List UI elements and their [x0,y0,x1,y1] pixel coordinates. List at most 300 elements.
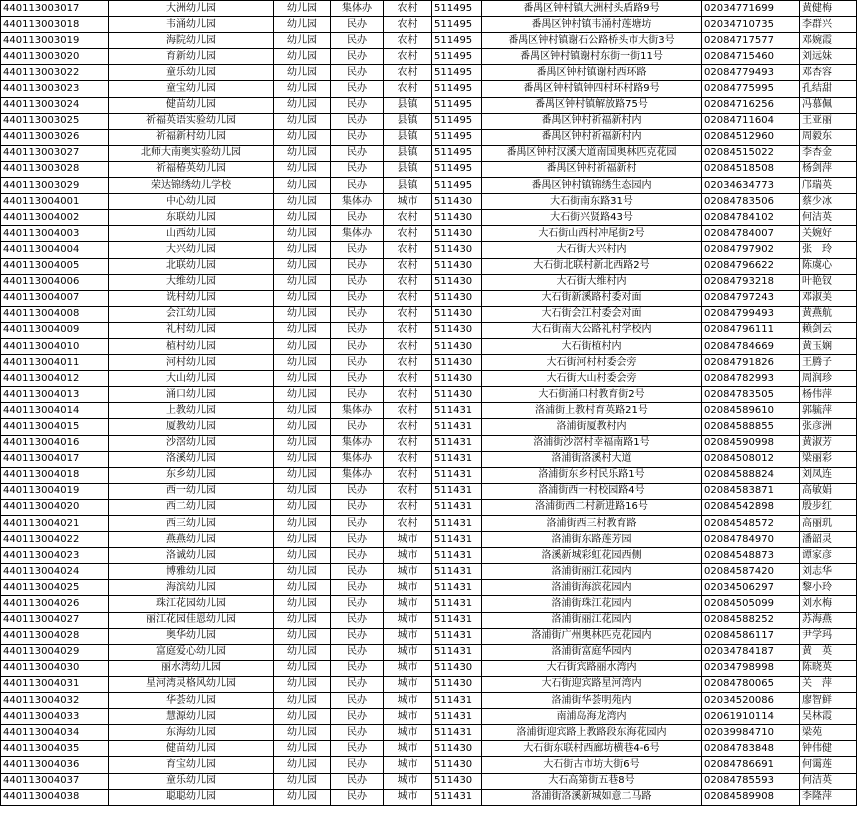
phone-cell: 02084548572 [702,516,800,532]
contact-person-cell: 谭家彦 [800,548,857,564]
address-cell: 洛浦街珠江花园内 [482,596,702,612]
phone-cell: 02034520086 [702,693,800,709]
school-type-cell: 幼儿园 [274,516,331,532]
ownership-cell: 民办 [331,81,384,97]
phone-cell: 02084715460 [702,49,800,65]
area-type-cell: 农村 [384,33,432,49]
contact-person-cell: 刘远妹 [800,49,857,65]
area-type-cell: 县镇 [384,97,432,113]
school-name-cell: 燕燕幼儿园 [109,532,274,548]
postal-code-cell: 511430 [432,773,482,789]
postal-code-cell: 511430 [432,290,482,306]
postal-code-cell: 511430 [432,741,482,757]
table-row [1,628,857,644]
school-type-cell: 幼儿园 [274,387,331,403]
ownership-cell: 民办 [331,644,384,660]
contact-person-cell: 何霭莲 [800,757,857,773]
table-row [1,97,857,113]
phone-cell: 02084796622 [702,258,800,274]
postal-code-cell: 511430 [432,660,482,676]
contact-person-cell: 廖智鲜 [800,693,857,709]
school-code-cell: 440113003028 [1,161,109,177]
ownership-cell: 民办 [331,65,384,81]
area-type-cell: 农村 [384,17,432,33]
contact-person-cell: 蔡少冰 [800,194,857,210]
school-type-cell: 幼儿园 [274,741,331,757]
phone-cell: 02084797902 [702,242,800,258]
address-cell: 洛浦街西二村新进路16号 [482,499,702,515]
school-code-cell: 440113004037 [1,773,109,789]
school-name-cell: 涌口幼儿园 [109,387,274,403]
school-type-cell: 幼儿园 [274,628,331,644]
ownership-cell: 集体办 [331,403,384,419]
area-type-cell: 城市 [384,725,432,741]
ownership-cell: 民办 [331,322,384,338]
table-row [1,499,857,515]
school-code-cell: 440113004021 [1,516,109,532]
school-name-cell: 沙滘幼儿园 [109,435,274,451]
postal-code-cell: 511431 [432,419,482,435]
school-code-cell: 440113004001 [1,194,109,210]
postal-code-cell: 511431 [432,467,482,483]
school-code-cell: 440113004007 [1,290,109,306]
ownership-cell: 民办 [331,290,384,306]
address-cell: 洛浦街上教村育英路21号 [482,403,702,419]
postal-code-cell: 511495 [432,97,482,113]
school-type-cell: 幼儿园 [274,693,331,709]
area-type-cell: 县镇 [384,129,432,145]
ownership-cell: 民办 [331,548,384,564]
phone-cell: 02084505099 [702,596,800,612]
school-name-cell: 山西幼儿园 [109,226,274,242]
school-name-cell: 祈福新村幼儿园 [109,129,274,145]
phone-cell: 02084588824 [702,467,800,483]
address-cell: 番禺区钟村祈福新村内 [482,113,702,129]
postal-code-cell: 511495 [432,178,482,194]
address-cell: 番禺区钟村镇锦绣生态园内 [482,178,702,194]
area-type-cell: 农村 [384,290,432,306]
phone-cell: 02084716256 [702,97,800,113]
contact-person-cell: 关婉好 [800,226,857,242]
postal-code-cell: 511495 [432,145,482,161]
contact-person-cell: 叶艳钗 [800,274,857,290]
school-type-cell: 幼儿园 [274,499,331,515]
address-cell: 番禺区钟村镇解放路75号 [482,97,702,113]
school-type-cell: 幼儿园 [274,290,331,306]
address-cell: 洛浦街迎宾路上教路段东海花园内 [482,725,702,741]
school-name-cell: 植村幼儿园 [109,338,274,354]
address-cell: 番禺区钟村镇大洲村头盾路9号 [482,1,702,17]
table-row [1,789,857,805]
contact-person-cell: 吴林霞 [800,709,857,725]
postal-code-cell: 511431 [432,435,482,451]
ownership-cell: 民办 [331,564,384,580]
school-name-cell: 洛诚幼儿园 [109,548,274,564]
address-cell: 番禺区钟村祈福新村内 [482,129,702,145]
area-type-cell: 城市 [384,757,432,773]
contact-person-cell: 李群兴 [800,17,857,33]
school-name-cell: 健苗幼儿园 [109,97,274,113]
ownership-cell: 民办 [331,161,384,177]
ownership-cell: 民办 [331,676,384,692]
school-type-cell: 幼儿园 [274,145,331,161]
address-cell: 番禺区钟村汉溪大道南国奥林匹克花园 [482,145,702,161]
ownership-cell: 民办 [331,97,384,113]
table-row [1,17,857,33]
postal-code-cell: 511495 [432,129,482,145]
area-type-cell: 城市 [384,709,432,725]
postal-code-cell: 511431 [432,532,482,548]
address-cell: 番禺区钟村镇谢村东街一街11号 [482,49,702,65]
school-type-cell: 幼儿园 [274,65,331,81]
school-name-cell: 东海幼儿园 [109,725,274,741]
school-name-cell: 童乐幼儿园 [109,773,274,789]
contact-person-cell: 尹学玛 [800,628,857,644]
postal-code-cell: 511495 [432,49,482,65]
ownership-cell: 民办 [331,242,384,258]
school-type-cell: 幼儿园 [274,532,331,548]
ownership-cell: 民办 [331,355,384,371]
contact-person-cell: 苏海燕 [800,612,857,628]
school-name-cell: 富庭爱心幼儿园 [109,644,274,660]
contact-person-cell: 梁苑 [800,725,857,741]
ownership-cell: 民办 [331,709,384,725]
area-type-cell: 农村 [384,483,432,499]
address-cell: 大石街大兴村内 [482,242,702,258]
school-code-cell: 440113004012 [1,371,109,387]
contact-person-cell: 杨剑萍 [800,161,857,177]
area-type-cell: 农村 [384,306,432,322]
phone-cell: 02084782993 [702,371,800,387]
address-cell: 大石街山西村冲尾街2号 [482,226,702,242]
contact-person-cell: 梁丽彩 [800,451,857,467]
table-row [1,451,857,467]
contact-person-cell: 何洁英 [800,773,857,789]
phone-cell: 02084548873 [702,548,800,564]
school-code-cell: 440113004008 [1,306,109,322]
phone-cell: 02084783506 [702,194,800,210]
school-type-cell: 幼儿园 [274,580,331,596]
school-type-cell: 幼儿园 [274,564,331,580]
phone-cell: 02084780065 [702,676,800,692]
table-row [1,725,857,741]
school-type-cell: 幼儿园 [274,129,331,145]
school-type-cell: 幼儿园 [274,178,331,194]
school-type-cell: 幼儿园 [274,644,331,660]
postal-code-cell: 511430 [432,757,482,773]
area-type-cell: 城市 [384,580,432,596]
ownership-cell: 民办 [331,17,384,33]
ownership-cell: 民办 [331,258,384,274]
school-name-cell: 丽水湾幼儿园 [109,660,274,676]
ownership-cell: 民办 [331,306,384,322]
school-code-cell: 440113004032 [1,693,109,709]
postal-code-cell: 511495 [432,65,482,81]
address-cell: 大石街南大公路礼村学校内 [482,322,702,338]
phone-cell: 02084793218 [702,274,800,290]
school-name-cell: 大兴幼儿园 [109,242,274,258]
school-name-cell: 西二幼儿园 [109,499,274,515]
ownership-cell: 民办 [331,129,384,145]
area-type-cell: 农村 [384,403,432,419]
school-code-cell: 440113004038 [1,789,109,805]
area-type-cell: 农村 [384,81,432,97]
school-name-cell: 西三幼儿园 [109,516,274,532]
postal-code-cell: 511431 [432,628,482,644]
contact-person-cell: 王腾子 [800,355,857,371]
address-cell: 大石高第街五巷8号 [482,773,702,789]
school-name-cell: 东乡幼儿园 [109,467,274,483]
school-code-cell: 440113003018 [1,17,109,33]
address-cell: 番禺区钟村祈福新村 [482,161,702,177]
address-cell: 洛浦街华荟明苑内 [482,693,702,709]
contact-person-cell: 王亚丽 [800,113,857,129]
school-name-cell: 诜村幼儿园 [109,290,274,306]
ownership-cell: 集体办 [331,451,384,467]
phone-cell: 02034784187 [702,644,800,660]
school-name-cell: 韦涌幼儿园 [109,17,274,33]
area-type-cell: 县镇 [384,145,432,161]
school-type-cell: 幼儿园 [274,226,331,242]
school-type-cell: 幼儿园 [274,371,331,387]
contact-person-cell: 黄 英 [800,644,857,660]
ownership-cell: 民办 [331,757,384,773]
school-code-cell: 440113003029 [1,178,109,194]
ownership-cell: 民办 [331,49,384,65]
phone-cell: 02084784102 [702,210,800,226]
table-row [1,274,857,290]
postal-code-cell: 511495 [432,81,482,97]
school-code-cell: 440113004018 [1,467,109,483]
contact-person-cell: 黄玉娴 [800,338,857,354]
area-type-cell: 城市 [384,612,432,628]
school-name-cell: 聪聪幼儿园 [109,789,274,805]
area-type-cell: 城市 [384,532,432,548]
contact-person-cell: 陈虞心 [800,258,857,274]
table-row [1,65,857,81]
phone-cell: 02084508012 [702,451,800,467]
phone-cell: 02084784669 [702,338,800,354]
ownership-cell: 民办 [331,628,384,644]
address-cell: 洛浦街海滨花园内 [482,580,702,596]
school-code-cell: 440113004028 [1,628,109,644]
school-name-cell: 北师大南奥实验幼儿园 [109,145,274,161]
ownership-cell: 民办 [331,612,384,628]
phone-cell: 02084588855 [702,419,800,435]
school-name-cell: 海院幼儿园 [109,33,274,49]
address-cell: 大石街会江村委会对面 [482,306,702,322]
school-name-cell: 慧源幼儿园 [109,709,274,725]
school-name-cell: 西一幼儿园 [109,483,274,499]
school-type-cell: 幼儿园 [274,435,331,451]
area-type-cell: 农村 [384,387,432,403]
school-type-cell: 幼儿园 [274,81,331,97]
school-name-cell: 祈福椿英幼儿园 [109,161,274,177]
table-row [1,145,857,161]
school-name-cell: 上教幼儿园 [109,403,274,419]
table-row [1,693,857,709]
phone-cell: 02084589610 [702,403,800,419]
school-code-cell: 440113004010 [1,338,109,354]
contact-person-cell: 钟伟健 [800,741,857,757]
table-row [1,129,857,145]
school-code-cell: 440113004009 [1,322,109,338]
phone-cell: 02084711604 [702,113,800,129]
ownership-cell: 民办 [331,33,384,49]
school-name-cell: 洛溪幼儿园 [109,451,274,467]
contact-person-cell: 黎小玲 [800,580,857,596]
school-type-cell: 幼儿园 [274,612,331,628]
contact-person-cell: 杨伟萍 [800,387,857,403]
postal-code-cell: 511430 [432,338,482,354]
table-row [1,516,857,532]
area-type-cell: 城市 [384,548,432,564]
school-type-cell: 幼儿园 [274,773,331,789]
phone-cell: 02084786691 [702,757,800,773]
school-code-cell: 440113004029 [1,644,109,660]
postal-code-cell: 511431 [432,725,482,741]
area-type-cell: 农村 [384,419,432,435]
school-code-cell: 440113003024 [1,97,109,113]
postal-code-cell: 511430 [432,226,482,242]
postal-code-cell: 511431 [432,548,482,564]
address-cell: 洛浦街丽江花园内 [482,564,702,580]
area-type-cell: 城市 [384,194,432,210]
table-row [1,660,857,676]
school-type-cell: 幼儿园 [274,258,331,274]
table-row [1,548,857,564]
address-cell: 洛浦街厦教村内 [482,419,702,435]
school-type-cell: 幼儿园 [274,338,331,354]
school-code-cell: 440113003023 [1,81,109,97]
area-type-cell: 农村 [384,467,432,483]
table-row [1,483,857,499]
address-cell: 南浦岛海龙湾内 [482,709,702,725]
school-type-cell: 幼儿园 [274,242,331,258]
contact-person-cell: 关 萍 [800,676,857,692]
area-type-cell: 城市 [384,564,432,580]
area-type-cell: 农村 [384,371,432,387]
school-type-cell: 幼儿园 [274,194,331,210]
school-type-cell: 幼儿园 [274,483,331,499]
table-row [1,676,857,692]
table-row [1,242,857,258]
address-cell: 大石街南东路31号 [482,194,702,210]
phone-cell: 02084588252 [702,612,800,628]
school-code-cell: 440113004004 [1,242,109,258]
table-row [1,322,857,338]
table-body [1,1,857,806]
postal-code-cell: 511430 [432,306,482,322]
contact-person-cell: 刘志华 [800,564,857,580]
school-type-cell: 幼儿园 [274,33,331,49]
address-cell: 洛浦街东乡村民乐路1号 [482,467,702,483]
area-type-cell: 农村 [384,210,432,226]
area-type-cell: 农村 [384,435,432,451]
school-type-cell: 幼儿园 [274,161,331,177]
phone-cell: 02084785593 [702,773,800,789]
postal-code-cell: 511430 [432,210,482,226]
phone-cell: 02061910114 [702,709,800,725]
postal-code-cell: 511431 [432,483,482,499]
area-type-cell: 农村 [384,516,432,532]
school-code-cell: 440113004027 [1,612,109,628]
postal-code-cell: 511431 [432,709,482,725]
school-code-cell: 440113003026 [1,129,109,145]
ownership-cell: 民办 [331,210,384,226]
school-type-cell: 幼儿园 [274,660,331,676]
area-type-cell: 农村 [384,1,432,17]
school-name-cell: 大洲幼儿园 [109,1,274,17]
area-type-cell: 城市 [384,676,432,692]
phone-cell: 02084583871 [702,483,800,499]
school-code-cell: 440113004036 [1,757,109,773]
ownership-cell: 民办 [331,532,384,548]
school-name-cell: 博雅幼儿园 [109,564,274,580]
address-cell: 洛浦街东路莲芳园 [482,532,702,548]
contact-person-cell: 黄燕航 [800,306,857,322]
area-type-cell: 县镇 [384,113,432,129]
school-name-cell: 童乐幼儿园 [109,65,274,81]
postal-code-cell: 511431 [432,580,482,596]
contact-person-cell: 高敏娟 [800,483,857,499]
table-row [1,290,857,306]
table-row [1,467,857,483]
school-type-cell: 幼儿园 [274,322,331,338]
area-type-cell: 城市 [384,741,432,757]
table-row [1,757,857,773]
phone-cell: 02034771699 [702,1,800,17]
school-code-cell: 440113003020 [1,49,109,65]
school-code-cell: 440113004014 [1,403,109,419]
postal-code-cell: 511430 [432,387,482,403]
contact-person-cell: 赖剑云 [800,322,857,338]
school-type-cell: 幼儿园 [274,757,331,773]
ownership-cell: 民办 [331,773,384,789]
table-row [1,644,857,660]
area-type-cell: 城市 [384,628,432,644]
phone-cell: 02084784007 [702,226,800,242]
address-cell: 大石街涌口村教育街2号 [482,387,702,403]
phone-cell: 02084518508 [702,161,800,177]
phone-cell: 02034798998 [702,660,800,676]
address-cell: 洛浦街广州奥林匹克花园内 [482,628,702,644]
school-code-cell: 440113004035 [1,741,109,757]
ownership-cell: 民办 [331,580,384,596]
contact-person-cell: 李杏金 [800,145,857,161]
address-cell: 洛浦街洛溪村大道 [482,451,702,467]
school-code-cell: 440113004002 [1,210,109,226]
table-row [1,49,857,65]
address-cell: 洛浦街洛溪新城如意二马路 [482,789,702,805]
contact-person-cell: 潘韶灵 [800,532,857,548]
address-cell: 大石街河村村委会旁 [482,355,702,371]
school-name-cell: 北联幼儿园 [109,258,274,274]
school-name-cell: 华荟幼儿园 [109,693,274,709]
area-type-cell: 城市 [384,693,432,709]
contact-person-cell: 周毅东 [800,129,857,145]
school-name-cell: 童宝幼儿园 [109,81,274,97]
contact-person-cell: 邓婉霞 [800,33,857,49]
address-cell: 洛浦街丽江花园内 [482,612,702,628]
ownership-cell: 民办 [331,483,384,499]
address-cell: 大石街兴贤路43号 [482,210,702,226]
postal-code-cell: 511431 [432,403,482,419]
address-cell: 大石街大维村内 [482,274,702,290]
phone-cell: 02084586117 [702,628,800,644]
phone-cell: 02084783848 [702,741,800,757]
contact-person-cell: 邝瑞英 [800,178,857,194]
